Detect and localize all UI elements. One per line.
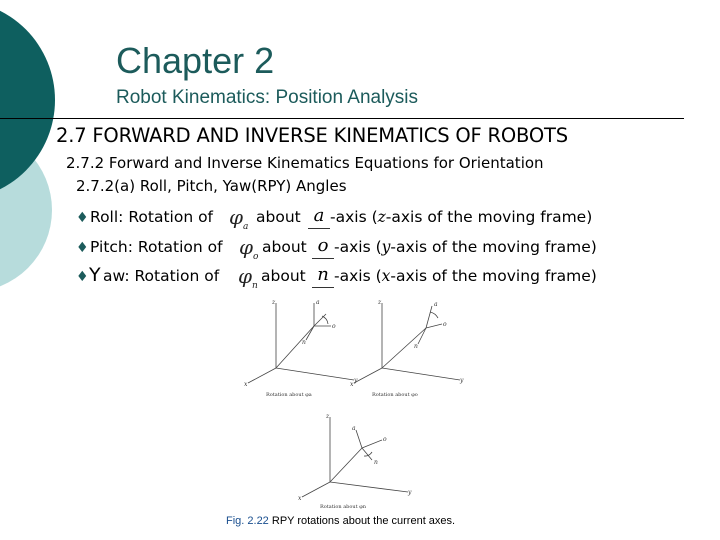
angle-phi: φ (239, 235, 254, 259)
axis-label-o: o (332, 323, 336, 330)
axis-prefix: -axis ( (334, 267, 382, 285)
row-label-initial: Y (89, 264, 101, 286)
axis-variable: z (377, 208, 386, 226)
rpy-row-roll (76, 205, 636, 232)
axis-label-a: a (316, 299, 320, 306)
axis-label-z: z (378, 299, 382, 306)
axis-label-x: x (298, 495, 302, 502)
axis-label-z: z (326, 413, 330, 420)
rpy-figure-yaw (290, 412, 420, 510)
axis-label-x: x (244, 381, 248, 388)
axis-suffix: -axis of the moving frame) (390, 238, 597, 256)
axis-label-n: n (374, 459, 378, 466)
axis-label-a: a (434, 301, 438, 308)
decorative-teal-circles (0, 0, 80, 300)
axis-text (334, 267, 597, 285)
angle-subscript: n (252, 281, 258, 291)
axis-label-n: n (302, 339, 306, 346)
axis-label-o: o (383, 436, 387, 443)
axis-symbol: a (308, 208, 330, 229)
axis-label-a: a (352, 425, 356, 432)
axis-variable: y (381, 238, 391, 256)
about-text: about (261, 267, 306, 285)
row-label: aw: Rotation of (103, 267, 220, 285)
angle-phi: φ (229, 205, 244, 229)
figure-caption-roll: Rotation about φa (266, 392, 312, 398)
figure-caption-yaw: Rotation about φn (320, 504, 366, 510)
about-text: about (256, 208, 301, 226)
angle-subscript: a (243, 222, 249, 232)
subsubsection-heading: 2.7.2(a) Roll, Pitch, Yaw(RPY) Angles (76, 177, 347, 195)
angle-phi: φ (238, 264, 253, 288)
axis-label-x: x (350, 381, 354, 388)
axis-text (330, 208, 592, 226)
subsection-heading: 2.7.2 Forward and Inverse Kinematics Equations for Orientation (66, 154, 544, 172)
figure-number: Fig. 2.22 (226, 515, 269, 527)
angle-subscript: o (253, 252, 259, 262)
axis-label-o: o (443, 321, 447, 328)
axis-label-y: y (408, 489, 412, 496)
chapter-title: Chapter 2 (116, 40, 275, 81)
row-label: Pitch: Rotation of (90, 238, 223, 256)
figure-caption-text: RPY rotations about the current axes. (268, 515, 456, 527)
header-divider (0, 118, 684, 119)
axis-suffix: -axis of the moving frame) (390, 267, 597, 285)
rpy-row-yaw (76, 264, 636, 291)
chapter-subtitle: Robot Kinematics: Position Analysis (116, 87, 419, 108)
row-label: Roll: Rotation of (90, 208, 214, 226)
figure-caption (226, 515, 455, 527)
axis-variable: x (381, 267, 391, 285)
axis-suffix: -axis of the moving frame) (385, 208, 593, 226)
axis-prefix: -axis ( (330, 208, 378, 226)
axis-symbol: n (312, 267, 334, 288)
axis-text (334, 238, 597, 256)
bullet-icon: ♦ (76, 210, 89, 226)
section-heading: 2.7 FORWARD AND INVERSE KINEMATICS OF ROBOTS (56, 124, 568, 147)
axis-symbol: o (312, 238, 334, 259)
figure-caption-pitch: Rotation about φo (372, 392, 418, 398)
axis-label-z: z (272, 299, 276, 306)
bullet-icon: ♦ (76, 240, 89, 256)
about-text: about (262, 238, 307, 256)
bullet-icon: ♦ (76, 269, 89, 285)
axis-label-y: y (354, 377, 358, 384)
axis-label-y: y (460, 377, 464, 384)
angle-symbol (229, 205, 248, 232)
axis-prefix: -axis ( (334, 238, 382, 256)
rpy-figure-pitch (342, 298, 472, 398)
angle-symbol (238, 264, 258, 291)
angle-symbol (239, 235, 258, 262)
axis-label-n: n (414, 343, 418, 350)
rpy-row-pitch (76, 235, 636, 262)
